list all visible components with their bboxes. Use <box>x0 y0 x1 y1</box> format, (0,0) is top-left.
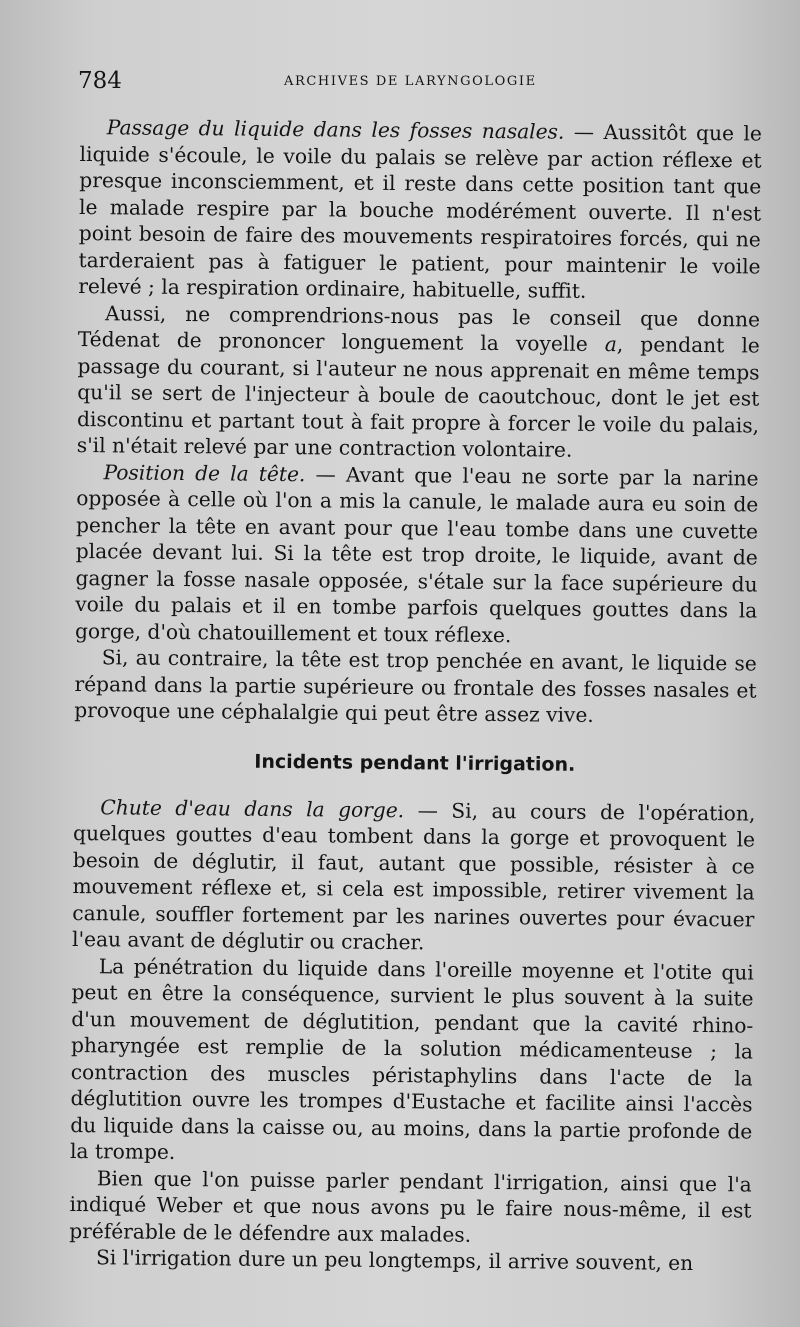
paragraph-title: Position de la tête. <box>103 459 306 486</box>
paragraph-text-continued: , pendant le passage du courant, si l'auteur ne nous apprenait en même temps qu'il se sert de l'injecteur à boule de caoutchouc, dont le jet est discontinu et partant tout à fait propre à forcer le voile du palais, s'il n'était relevé par une contraction volontaire. <box>76 332 760 462</box>
section-heading: Incidents pendant l'irrigation. <box>254 750 576 776</box>
paragraph-text: — Si, au cours de l'opération, quelques gouttes d'eau tombent dans la gorge et provoquent le besoin de déglutir, il faut, autant que possible, résister à ce mouvement réflexe et, si cela est impossible, retirer vivement la canule, souffler fortement par les narines ouvertes pour évacuer l'eau avant de déglutir ou cracher. <box>71 797 756 955</box>
paragraph-title: Passage du liquide dans les fosses nasales. <box>106 115 565 144</box>
paragraph-text: Aussi, ne comprendrions-nous pas le conseil que donne Tédenat de prononcer longuement la voyelle <box>77 300 761 357</box>
paragraph-throat-drip <box>72 793 755 959</box>
paragraph-text: Si l'irrigation dure un peu longtemps, il arrive souvent, en <box>95 1245 694 1275</box>
paragraph-speaking <box>69 1164 752 1250</box>
paragraph-head-position <box>75 458 759 650</box>
body-text <box>69 114 762 1277</box>
paragraph-tedenat <box>77 299 760 465</box>
paragraph-head-forward <box>74 644 757 730</box>
vowel-italic: a <box>604 332 617 357</box>
paragraph-text: Si, au contraire, la tête est trop penchée en avant, le liquide se répand dans la partie supérieure ou frontale des fosses nasales et provoque une céphalalgie qui peut être assez vive. <box>74 645 757 727</box>
paragraph-long-irrigation <box>69 1244 751 1277</box>
paragraph-text: — Avant que l'eau ne sorte par la narine opposée à celle où l'on a mis la canule, le malade aura eu soin de pencher la tête en avant pour que l'eau tombe dans une cuvette placée devant lui. Si la tête est trop droite, le liquide, avant de gagner la fosse nasale opposée, s'étale sur la face supérieure du voile du palais et il en tombe parfois quelques gouttes dans la gorge, d'où chatouillement et toux réflexe. <box>74 461 759 647</box>
page-number: 784 <box>78 68 122 94</box>
paragraph-text: — Aussitôt que le liquide s'écoule, le voile du palais se relève par action réflexe et presque inconsciemment, et il reste dans cette position tant que le malade respire par la bouche modérément ouverte. Il n'est point besoin de faire des mouvements respiratoires forcés, qui ne tarderaient pas à fatiguer le patient, pour maintenir le voile relevé ; la respiration ordinaire, habituelle, suffit. <box>78 119 762 303</box>
running-title: ARCHIVES DE LARYNGOLOGIE <box>284 74 537 89</box>
paragraph-nasal-passage <box>78 114 762 306</box>
paragraph-middle-ear <box>70 952 754 1171</box>
paragraph-title: Chute d'eau dans la gorge. <box>100 794 405 822</box>
paragraph-text: Bien que l'on puisse parler pendant l'irrigation, ainsi que l'a indiqué Weber et que nous avons pu le faire nous-même, il est préférable de le défendre aux malades. <box>69 1165 752 1247</box>
paragraph-text: La pénétration du liquide dans l'oreille moyenne et l'otite qui peut en être la conséquence, survient le plus souvent à la suite d'un mouvement de déglutition, pendant que la cavité rhino-pharyngée est remplie de la solution médicamenteuse ; la contraction des muscles péristaphylins dans l'acte de la déglutition ouvre les trompes d'Eustache et facilite ainsi l'accès du liquide dans la caisse ou, au moins, dans la partie profonde de la trompe. <box>69 953 754 1164</box>
